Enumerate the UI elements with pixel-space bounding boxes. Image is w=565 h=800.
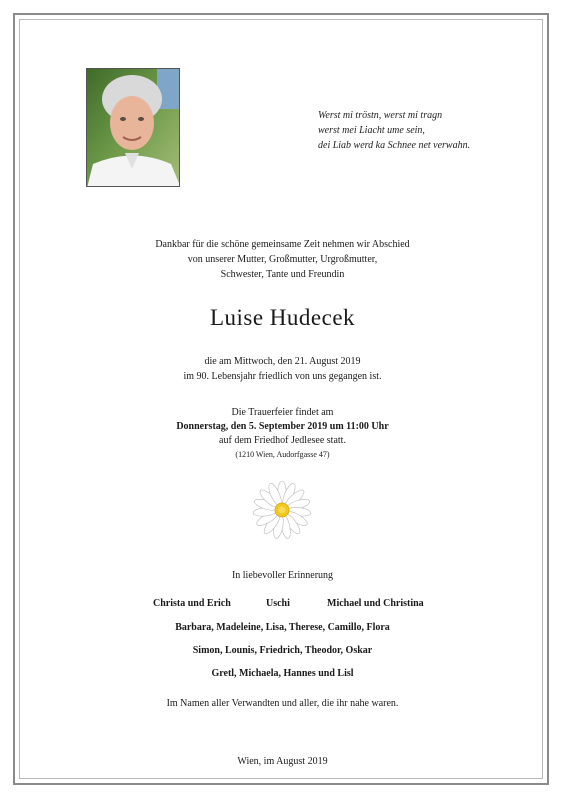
poem-line: Werst mi tröstn, werst mi tragn [318, 110, 443, 121]
intro-line: von unserer Mutter, Großmutter, Urgroßmutter, [187, 254, 378, 265]
daisy-icon [250, 478, 314, 542]
intro-line: Schwester, Tante und Freundin [220, 269, 345, 280]
intro-line: Dankbar für die schöne gemeinsame Zeit nehmen wir Abschied [155, 239, 410, 250]
mourners-row: Barbara, Madeleine, Lisa, Therese, Camillo, Flora [175, 622, 390, 633]
funeral-date-time: Donnerstag, den 5. September 2019 um 11:00 Uhr [176, 421, 389, 432]
funeral-location: auf dem Friedhof Jedlesee statt. [219, 435, 346, 446]
poem-line: werst mei Liacht ume sein, [318, 125, 425, 136]
deceased-name: Luise Hudecek [209, 305, 356, 330]
mourner-name: Uschi [266, 598, 290, 609]
mourner-name: Michael und Christina [327, 598, 424, 609]
death-notice [0, 354, 565, 384]
death-line: die am Mittwoch, den 21. August 2019 [204, 356, 361, 367]
poem [318, 108, 538, 153]
mourners-row: Gretl, Michaela, Hannes und Lisl [211, 668, 354, 679]
funeral-address: (1210 Wien, Audorfgasse 47) [235, 450, 330, 459]
mourner-name: Christa und Erich [153, 598, 231, 609]
mourners-row: Simon, Lounis, Friedrich, Theodor, Oskar [192, 645, 373, 656]
funeral-info [0, 406, 565, 462]
death-line: im 90. Lebensjahr friedlich von uns gegangen ist. [183, 371, 382, 382]
intro-text [0, 237, 565, 282]
closing-text: Im Namen aller Verwandten und aller, die ihr nahe waren. [166, 698, 399, 709]
poem-line: dei Liab werd ka Schnee net verwahn. [318, 140, 471, 151]
place-date: Wien, im August 2019 [237, 756, 328, 767]
funeral-intro: Die Trauerfeier findet am [231, 407, 334, 418]
portrait-photo [86, 68, 180, 187]
memorial-label: In liebevoller Erinnerung [231, 570, 334, 581]
